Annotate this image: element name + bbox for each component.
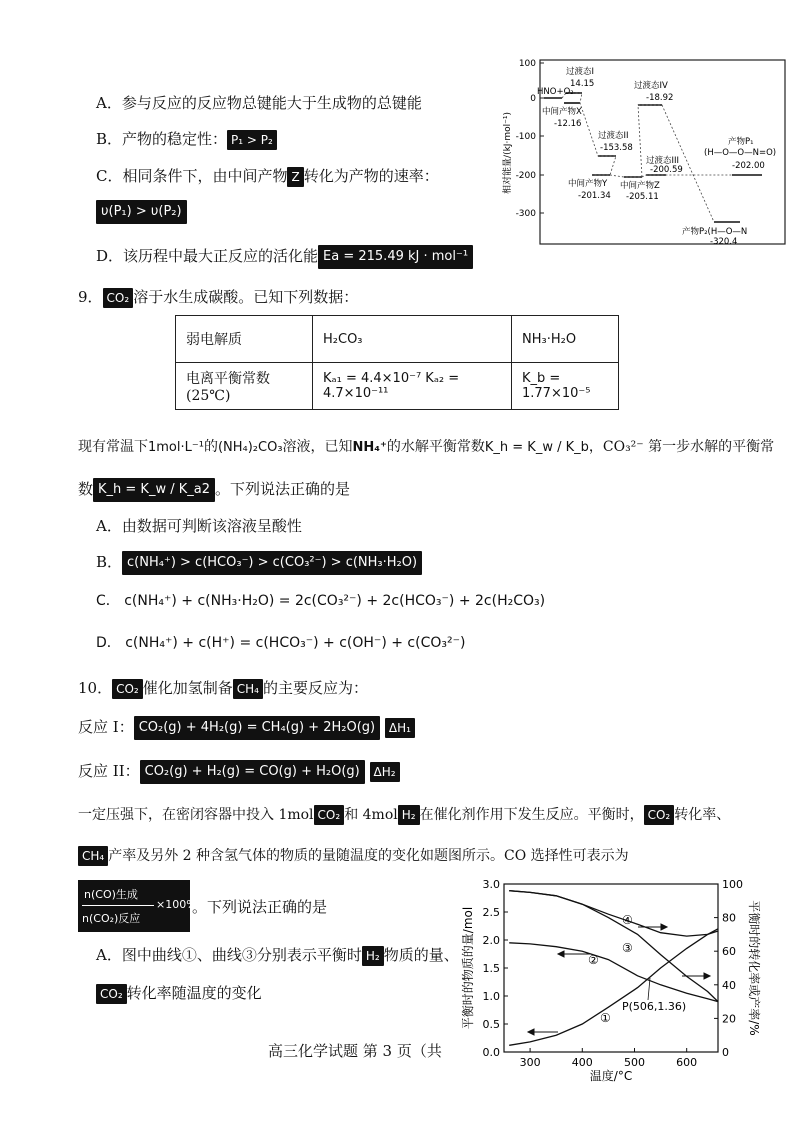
reaction-1-label: 反应 I：	[78, 718, 134, 736]
q8-option-c	[96, 165, 439, 187]
q9-salt: (NH₄)₂CO₃	[217, 440, 283, 455]
y-tick-label: 0.5	[482, 1018, 500, 1031]
y2-tick-label: 20	[722, 1012, 736, 1026]
curve-1	[509, 929, 718, 1046]
q10-reaction-2	[78, 760, 400, 784]
q9-option-d: D． c(NH₄⁺) + c(H⁺) = c(HCO₃⁻) + c(OH⁻) + c(CO₃²⁻)	[96, 635, 466, 651]
label-p2-val: -320.4	[710, 237, 738, 247]
arrowhead-3	[704, 973, 710, 979]
q9-stem-text: 溶于水生成碳酸。已知下列数据：	[133, 288, 359, 306]
curve-4	[509, 891, 718, 936]
arrowhead-1	[528, 1029, 534, 1035]
energy-ytick-m100: -100	[515, 132, 536, 142]
point-p-leader	[648, 978, 650, 1000]
label-ts1: 过渡态I	[566, 67, 595, 77]
label-p2: 产物P₂(H—O—N	[682, 227, 748, 237]
q8-option-b	[96, 128, 277, 150]
y-tick-label: 0.0	[482, 1046, 500, 1059]
y-tick-label: 2.0	[482, 934, 500, 947]
label-x: 中间产物X	[542, 107, 582, 117]
q10-ch4: CH₄	[78, 846, 108, 866]
q10-text: 和 4mol	[344, 807, 398, 823]
q9-line2	[78, 478, 350, 502]
q9-option-c: C． c(NH₄⁺) + c(NH₃·H₂O) = 2c(CO₃²⁻) + 2c(HCO₃⁻) + 2c(H₂CO₃)	[96, 593, 546, 609]
energy-diagram	[500, 58, 790, 252]
table-cell: 电离平衡常数(25℃)	[176, 363, 313, 410]
q9-option-b-formula: c(NH₄⁺) > c(HCO₃⁻) > c(CO₃²⁻) > c(NH₃·H₂O)	[122, 551, 422, 575]
q10-co2: CO₂	[644, 805, 675, 825]
reaction-2-equation: CO₂(g) + H₂(g) = CO(g) + H₂O(g)	[140, 760, 365, 784]
label-y-val: -201.34	[578, 191, 611, 201]
reaction-1-equation: CO₂(g) + 4H₂(g) = CH₄(g) + 2H₂O(g)	[134, 716, 380, 740]
label-ts4: 过渡态IV	[634, 81, 668, 91]
q9-text: 的水解平衡常数	[386, 439, 485, 455]
label-ts4-val: -18.92	[646, 93, 674, 103]
y-tick-label: 2.5	[482, 906, 500, 919]
x-axis-label: 温度/°C	[589, 1069, 633, 1083]
label-ts3-val: -200.59	[650, 165, 683, 175]
reaction-1-dh: ΔH₁	[385, 718, 415, 738]
co-selectivity-formula	[78, 880, 197, 932]
energy-ytick-m200: -200	[515, 171, 536, 181]
q8-option-c-formula: υ(P₁) > υ(P₂)	[96, 200, 187, 224]
selectivity-numerator: n(CO)生成	[84, 888, 138, 901]
label-p1: 产物P₁	[728, 137, 754, 147]
label-ts3: 过渡态III	[646, 156, 680, 166]
q8-option-d	[96, 245, 473, 269]
q9-text: 现有常温下	[78, 439, 148, 455]
q9-stem	[78, 286, 358, 308]
label-p1-struct: (H—O—O—N=O)	[704, 148, 777, 158]
x-tick-label: 500	[623, 1056, 645, 1069]
q10-h2: H₂	[398, 805, 420, 825]
y-tick-label: 1.5	[482, 962, 500, 975]
y2-tick-label: 40	[722, 978, 736, 992]
q10-text: 转化率、	[674, 807, 731, 823]
q10-text: 一定压强下，在密闭容器中投入 1mol	[78, 807, 314, 823]
q8-option-d-formula: Ea = 215.49 kJ · mol⁻¹	[318, 245, 473, 269]
q9-text: ，CO₃²⁻ 第一步水解的平衡常	[588, 439, 775, 455]
q10-option-a	[96, 944, 459, 966]
table-cell: H₂CO₃	[313, 316, 512, 363]
table-cell: 弱电解质	[176, 316, 313, 363]
y2-tick-label: 100	[722, 878, 743, 891]
label-z: 中间产物Z	[620, 181, 660, 191]
q9-kh-formula: K_h = K_w / K_b	[484, 440, 589, 455]
q10-text: 转化率随温度的变化	[126, 984, 262, 1002]
curve-label-1: ①	[600, 1011, 611, 1025]
q9-option-a: A．由数据可判断该溶液呈酸性	[96, 517, 302, 535]
q10-ch4: CH₄	[233, 679, 263, 699]
q9-concentration: 1mol·L⁻¹	[148, 440, 204, 455]
q8-option-c-text: C．相同条件下，由中间产物	[96, 167, 288, 185]
energy-ylabel: 相对能量/(kJ·mol⁻¹)	[503, 112, 513, 194]
q10-reaction-1	[78, 716, 415, 740]
label-ts2: 过渡态II	[598, 131, 629, 141]
y2-tick-label: 80	[722, 911, 736, 925]
q9-text: 数	[78, 480, 94, 498]
arrowhead-2	[558, 951, 564, 957]
q9-text: 的	[203, 439, 218, 455]
q10-text: 的主要反应为：	[262, 679, 368, 697]
q10-paragraph-1	[78, 804, 730, 826]
y-tick-label: 1.0	[482, 990, 500, 1003]
q10-number: 10．	[78, 679, 113, 697]
q10-text: A．图中曲线①、曲线③分别表示平衡时	[96, 946, 362, 964]
q9-text: 。下列说法正确的是	[215, 480, 351, 498]
q8-option-a: A．参与反应的反应物总键能大于生成物的总键能	[96, 94, 422, 112]
selectivity-denominator: n(CO₂)反应	[82, 912, 141, 925]
q8-option-c-suffix: 转化为产物的速率：	[303, 167, 439, 185]
q10-co2: CO₂	[96, 984, 127, 1004]
label-p1-val: -202.00	[732, 161, 765, 171]
plot-frame	[504, 884, 718, 1052]
q10-text: 物质的量、	[383, 946, 459, 964]
y-axis-label: 平衡时的物质的量/mol	[461, 906, 475, 1030]
table-cell: K_b = 1.77×10⁻⁵	[512, 363, 619, 410]
label-ts1-val: 14.15	[570, 79, 595, 89]
x-tick-label: 300	[519, 1056, 541, 1069]
curve-label-4: ④	[622, 913, 633, 927]
reaction-2-dh: ΔH₂	[370, 762, 400, 782]
reaction-2-label: 反应 II：	[78, 762, 140, 780]
label-ts2-val: -153.58	[600, 143, 633, 153]
q10-co2: CO₂	[112, 679, 143, 699]
y2-tick-label: 60	[722, 945, 736, 959]
q9-line1	[78, 436, 774, 459]
q10-h2: H₂	[362, 946, 384, 966]
q9-number: 9．	[78, 288, 103, 306]
curve-label-3: ③	[622, 941, 633, 955]
q8-option-b-formula: P₁ > P₂	[227, 130, 277, 150]
q10-co2: CO₂	[314, 805, 345, 825]
curve-label-2: ②	[588, 953, 599, 967]
x-tick-label: 400	[571, 1056, 593, 1069]
q9-option-b-label: B．	[96, 553, 123, 571]
arrowhead-4	[661, 924, 667, 930]
y-tick-label: 3.0	[482, 878, 500, 891]
q10-stem	[78, 677, 368, 699]
table-cell: Kₐ₁ = 4.4×10⁻⁷ Kₐ₂ = 4.7×10⁻¹¹	[313, 363, 512, 410]
label-x-val: -12.16	[554, 119, 582, 129]
selectivity-times: ×100%	[156, 898, 197, 911]
label-y: 中间产物Y	[568, 179, 608, 189]
x-tick-label: 600	[676, 1056, 698, 1069]
label-start: HNO+O₂	[537, 87, 574, 97]
q10-text: 在催化剂作用下发生反应。平衡时，	[419, 807, 644, 823]
q9-kh2-formula: K_h = K_w / K_a2	[93, 478, 215, 502]
q10-paragraph-2	[78, 845, 629, 867]
q9-option-b	[96, 551, 422, 575]
energy-ytick-0: 0	[530, 94, 536, 104]
q8-option-b-text: B．产物的稳定性：	[96, 130, 228, 148]
equilibrium-chart	[460, 872, 790, 1092]
energy-ytick-100: 100	[518, 59, 536, 69]
q10-option-a-cont	[96, 982, 262, 1004]
q8-option-d-text: D．该历程中最大正反应的活化能	[96, 247, 319, 265]
q9-text: 溶液，已知	[282, 439, 353, 455]
y2-axis-label: 平衡时的转化率或产率/%	[747, 900, 761, 1036]
q9-ammonium: NH₄⁺	[352, 440, 387, 455]
page-footer: 高三化学试题 第 3 页（共	[268, 1042, 442, 1060]
q10-paragraph-3: 。下列说法正确的是	[192, 898, 328, 916]
label-z-val: -205.11	[626, 192, 659, 202]
q10-text: 产率及另外 2 种含氢气体的物质的量随温度的变化如题图所示。CO 选择性可表示为	[108, 848, 629, 864]
table-cell: NH₃·H₂O	[512, 316, 619, 363]
q8-option-c-z: Z	[287, 167, 303, 187]
q9-co2: CO₂	[103, 288, 134, 308]
curve-3	[509, 891, 718, 1002]
point-p-label: P(506,1.36)	[622, 1000, 687, 1013]
q9-data-table	[175, 315, 619, 410]
y2-tick-label: 0	[722, 1046, 729, 1059]
q10-text: 催化加氢制备	[142, 679, 233, 697]
energy-ytick-m300: -300	[515, 209, 536, 219]
q8-option-c-rate	[96, 200, 187, 224]
curve-2	[509, 943, 718, 1002]
